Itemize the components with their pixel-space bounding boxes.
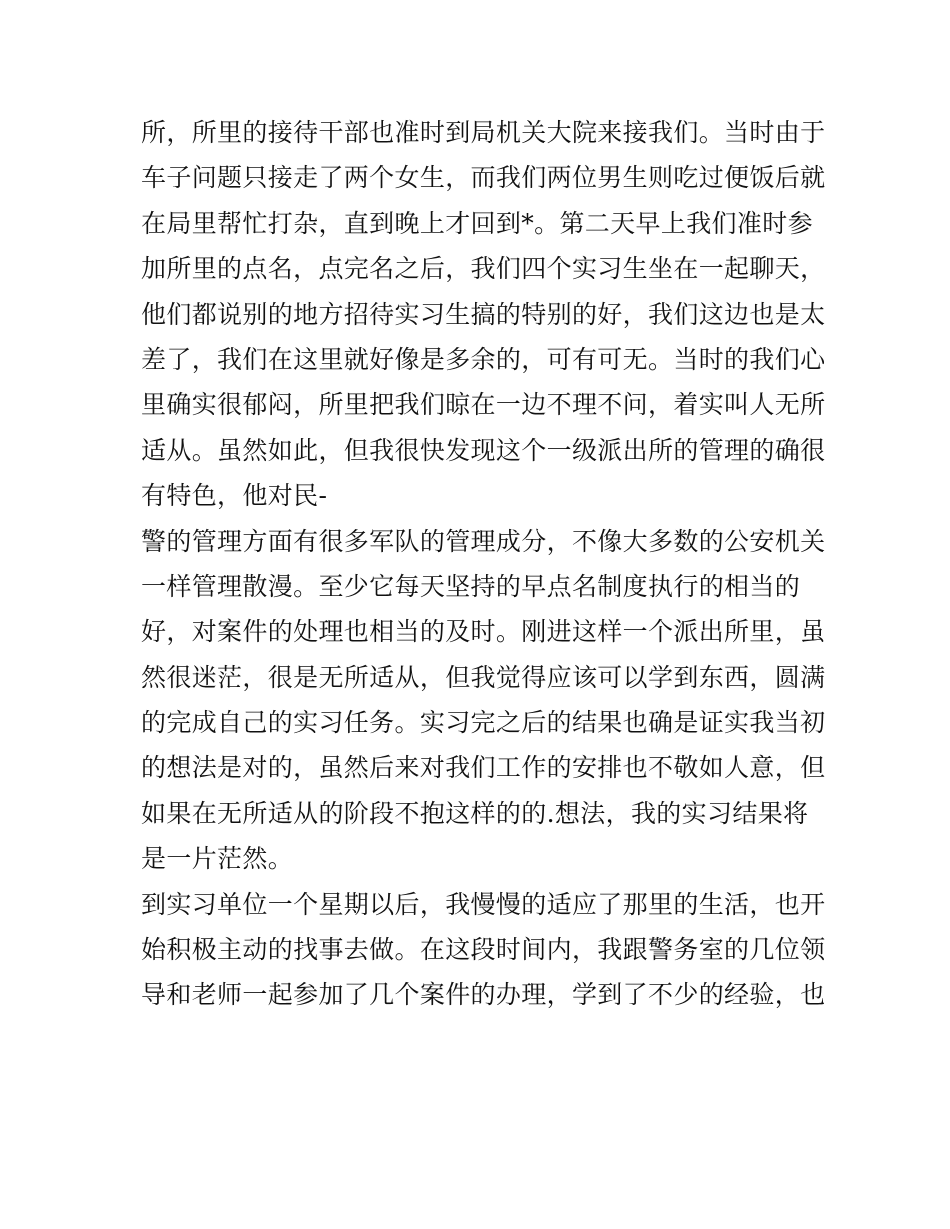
text-line: 警的管理方面有很多军队的管理成分，不像大多数的公安机关 [141,526,826,556]
text-line: 他们都说别的地方招待实习生搞的特别的好，我们这边也是太 [141,299,826,329]
text-line: 的完成自己的实习任务。实习完之后的结果也确是证实我当初 [141,708,826,738]
text-line: 一样管理散漫。至少它每天坚持的早点名制度执行的相当的 [141,571,801,601]
text-line: 加所里的点名，点完名之后，我们四个实习生坐在一起聊天， [141,254,826,284]
document-body [141,110,826,1018]
text-line: 到实习单位一个星期以后，我慢慢的适应了那里的生活，也开 [141,889,826,919]
text-line: 始积极主动的找事去做。在这段时间内，我跟警务室的几位领 [141,935,826,965]
text-line: 车子问题只接走了两个女生，而我们两位男生则吃过便饭后就 [141,163,826,193]
text-line: 里确实很郁闷，所里把我们晾在一边不理不问，着实叫人无所 [141,390,826,420]
text-line: 是一片茫然。 [141,844,294,874]
text-line: 适从。虽然如此，但我很快发现这个一级派出所的管理的确很 [141,435,826,465]
text-line: 差了，我们在这里就好像是多余的，可有可无。当时的我们心 [141,344,826,374]
text-line: 如果在无所适从的阶段不抱这样的的.想法，我的实习结果将 [141,798,809,828]
text-line: 在局里帮忙打杂，直到晚上才回到*。第二天早上我们准时参 [141,208,813,238]
text-line: 然很迷茫，很是无所适从，但我觉得应该可以学到东西，圆满 [141,662,826,692]
text-line: 有特色，他对民- [141,481,328,511]
text-line: 的想法是对的，虽然后来对我们工作的安排也不敬如人意，但 [141,753,826,783]
text-line: 所，所里的接待干部也准时到局机关大院来接我们。当时由于 [141,118,826,147]
text-line: 好，对案件的处理也相当的及时。刚进这样一个派出所里，虽 [141,617,826,647]
text-line: 导和老师一起参加了几个案件的办理，学到了不少的经验，也 [141,980,826,1010]
